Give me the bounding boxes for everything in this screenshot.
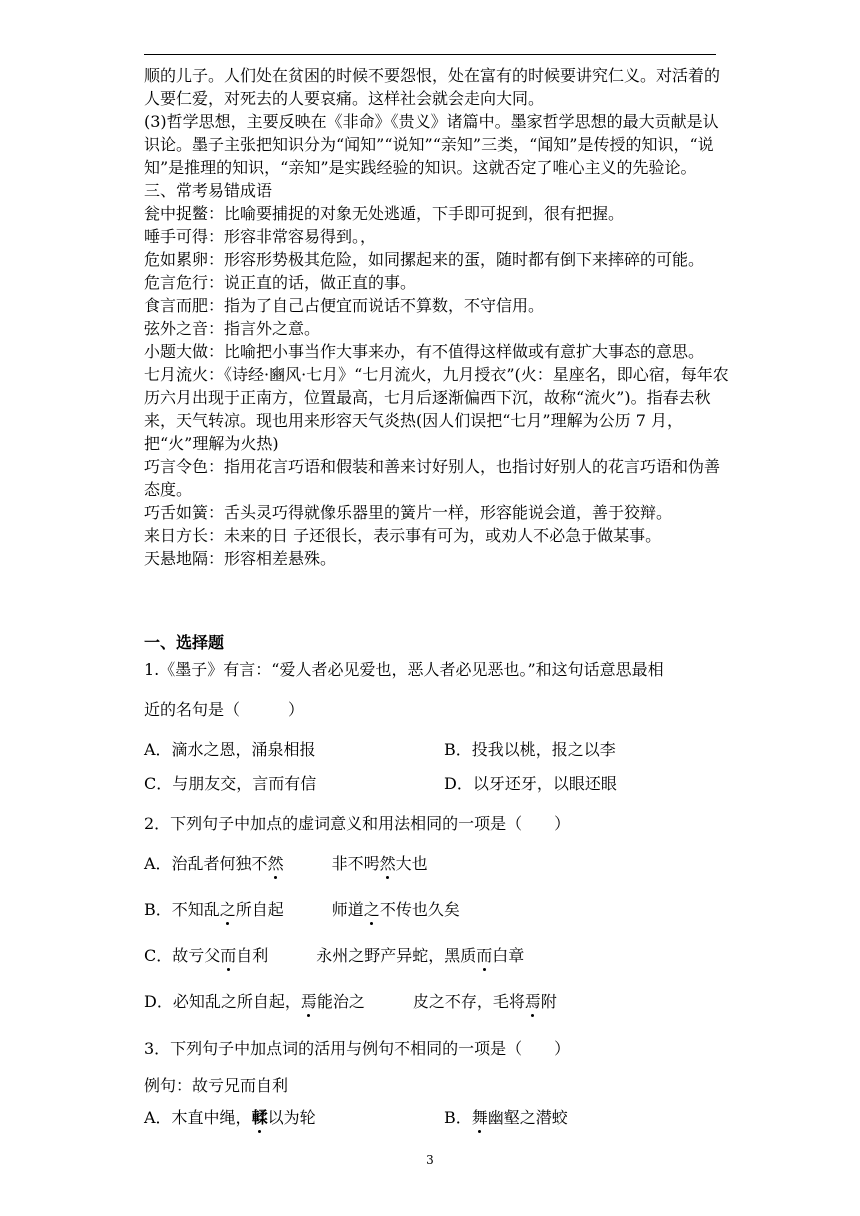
q2-stem: 2．下列句子中加点的虚词意义和用法相同的一项是（ ）	[144, 814, 571, 833]
option-text: 非不呺	[283, 854, 380, 873]
q2-option-d	[144, 989, 557, 1012]
notes-block	[144, 64, 734, 570]
q1-option-d: D．以牙还牙，以眼还眼	[444, 774, 617, 793]
option-text: 以为轮	[267, 1108, 316, 1127]
q2-option-b	[144, 897, 460, 920]
section-heading-choice: 一、选择题	[144, 633, 225, 652]
q1-option-a: A．滴水之恩，涌泉相报	[144, 740, 316, 759]
idiom-entry: 危言危行：说正直的话，做正直的事。	[144, 273, 417, 292]
option-text: 能治之 皮之不存，毛将	[316, 992, 525, 1011]
q1-stem-line1: 1.《墨子》有言：“爱人者必见爱也，恶人者必见恶也。”和这句话意思最相	[144, 660, 664, 679]
option-text: 大也	[395, 854, 428, 873]
idiom-entry: 食言而肥：指为了自己占便宜而说话不算数，不守信用。	[144, 296, 545, 315]
q3-stem: 3．下列句子中加点词的活用与例句不相同的一项是（ ）	[144, 1039, 571, 1058]
option-text: B．不知乱	[144, 900, 220, 919]
idiom-entry: 唾手可得：形容非常容易得到。，	[144, 227, 377, 246]
idiom-entry: 弦外之音：指言外之意。	[144, 319, 321, 338]
option-text: D．必知乱之所自起，	[144, 992, 301, 1011]
header-rule	[144, 54, 716, 55]
q2-option-c	[144, 943, 524, 966]
idiom-entry: 危如累卵：形容形势极其危险，如同摞起来的蛋，随时都有倒下来摔碎的可能。	[144, 250, 705, 269]
paragraph-filial: 顺的儿子。人们处在贫困的时候不要怨恨，处在富有的时候要讲究仁义。对活着的人要仁爱，对死去的人要哀痛。这样社会就会走向大同。	[144, 66, 721, 108]
page-number: 3	[426, 1153, 434, 1167]
q3-option-b	[444, 1105, 568, 1128]
q3-option-a	[144, 1105, 316, 1128]
idiom-entry: 巧言令色：指用花言巧语和假装和善来讨好别人，也指讨好别人的花言巧语和伪善态度。	[144, 457, 721, 499]
dotted-word: 而	[220, 943, 236, 966]
q2-option-a	[144, 851, 428, 874]
dotted-word: 然	[380, 851, 396, 874]
option-text: B．	[444, 1108, 472, 1127]
idiom-entry: 七月流火：《诗经·豳风·七月》“七月流火，九月授衣”(火：星座名，即心宿，每年农历六月出现于正南方，位置最高，七月后逐渐偏西下沉，故称“流火”)。指春去秋来，天气转凉。现也用来形容天气炎热(因人们误把“七月”理解为公历 7 月，把“火”理解为火热)	[144, 365, 729, 453]
dotted-word: 焉	[525, 989, 541, 1012]
dotted-word: 之	[364, 897, 380, 920]
q1-option-c: C．与朋友交，言而有信	[144, 774, 317, 793]
dotted-word: 焉	[301, 989, 317, 1012]
option-text: 不传也久矣	[379, 900, 460, 919]
paragraph-philosophy: (3)哲学思想，主要反映在《非命》《贵义》诸篇中。墨家哲学思想的最大贡献是认识论。墨子主张把知识分为“闻知”“说知”“亲知”三类，“闻知”是传授的知识，“说知”是推理的知识，“亲知”是实践经验的知识。这就否定了唯心主义的先验论。	[144, 112, 719, 177]
section-heading-idioms: 三、常考易错成语	[144, 181, 273, 200]
q3-example: 例句：故亏兄而自利	[144, 1076, 289, 1095]
idiom-entry: 小题大做：比喻把小事当作大事来办，有不值得这样做或有意扩大事态的意思。	[144, 342, 705, 361]
dotted-word: 然	[268, 851, 284, 874]
option-text: A．治乱者何独不	[144, 854, 268, 873]
idiom-entry: 天悬地隔：形容相差悬殊。	[144, 549, 337, 568]
dotted-word: 舞	[472, 1105, 488, 1128]
option-text: 自利 永州之野产异蛇，黑质	[236, 946, 477, 965]
dotted-word: 之	[220, 897, 236, 920]
q1-stem-line2: 近的名句是（ ）	[144, 700, 305, 719]
dotted-word: 輮	[252, 1105, 268, 1128]
idiom-entry: 来日方长：未来的日 子还很长，表示事有可为，或劝人不必急于做某事。	[144, 526, 662, 545]
option-text: 附	[540, 992, 557, 1011]
option-text: 幽壑之潜蛟	[487, 1108, 568, 1127]
option-text: A．木直中绳，	[144, 1108, 252, 1127]
option-text: 白章	[492, 946, 525, 965]
idiom-entry: 巧舌如簧：舌头灵巧得就像乐器里的簧片一样，形容能说会道，善于狡辩。	[144, 503, 673, 522]
option-text: C．故亏父	[144, 946, 221, 965]
dotted-word: 而	[476, 943, 492, 966]
q1-option-b: B．投我以桃，报之以李	[444, 740, 616, 759]
idiom-entry: 瓮中捉鳖：比喻要捕捉的对象无处逃遁，下手即可捉到，很有把握。	[144, 204, 625, 223]
option-text: 所自起 师道	[235, 900, 364, 919]
